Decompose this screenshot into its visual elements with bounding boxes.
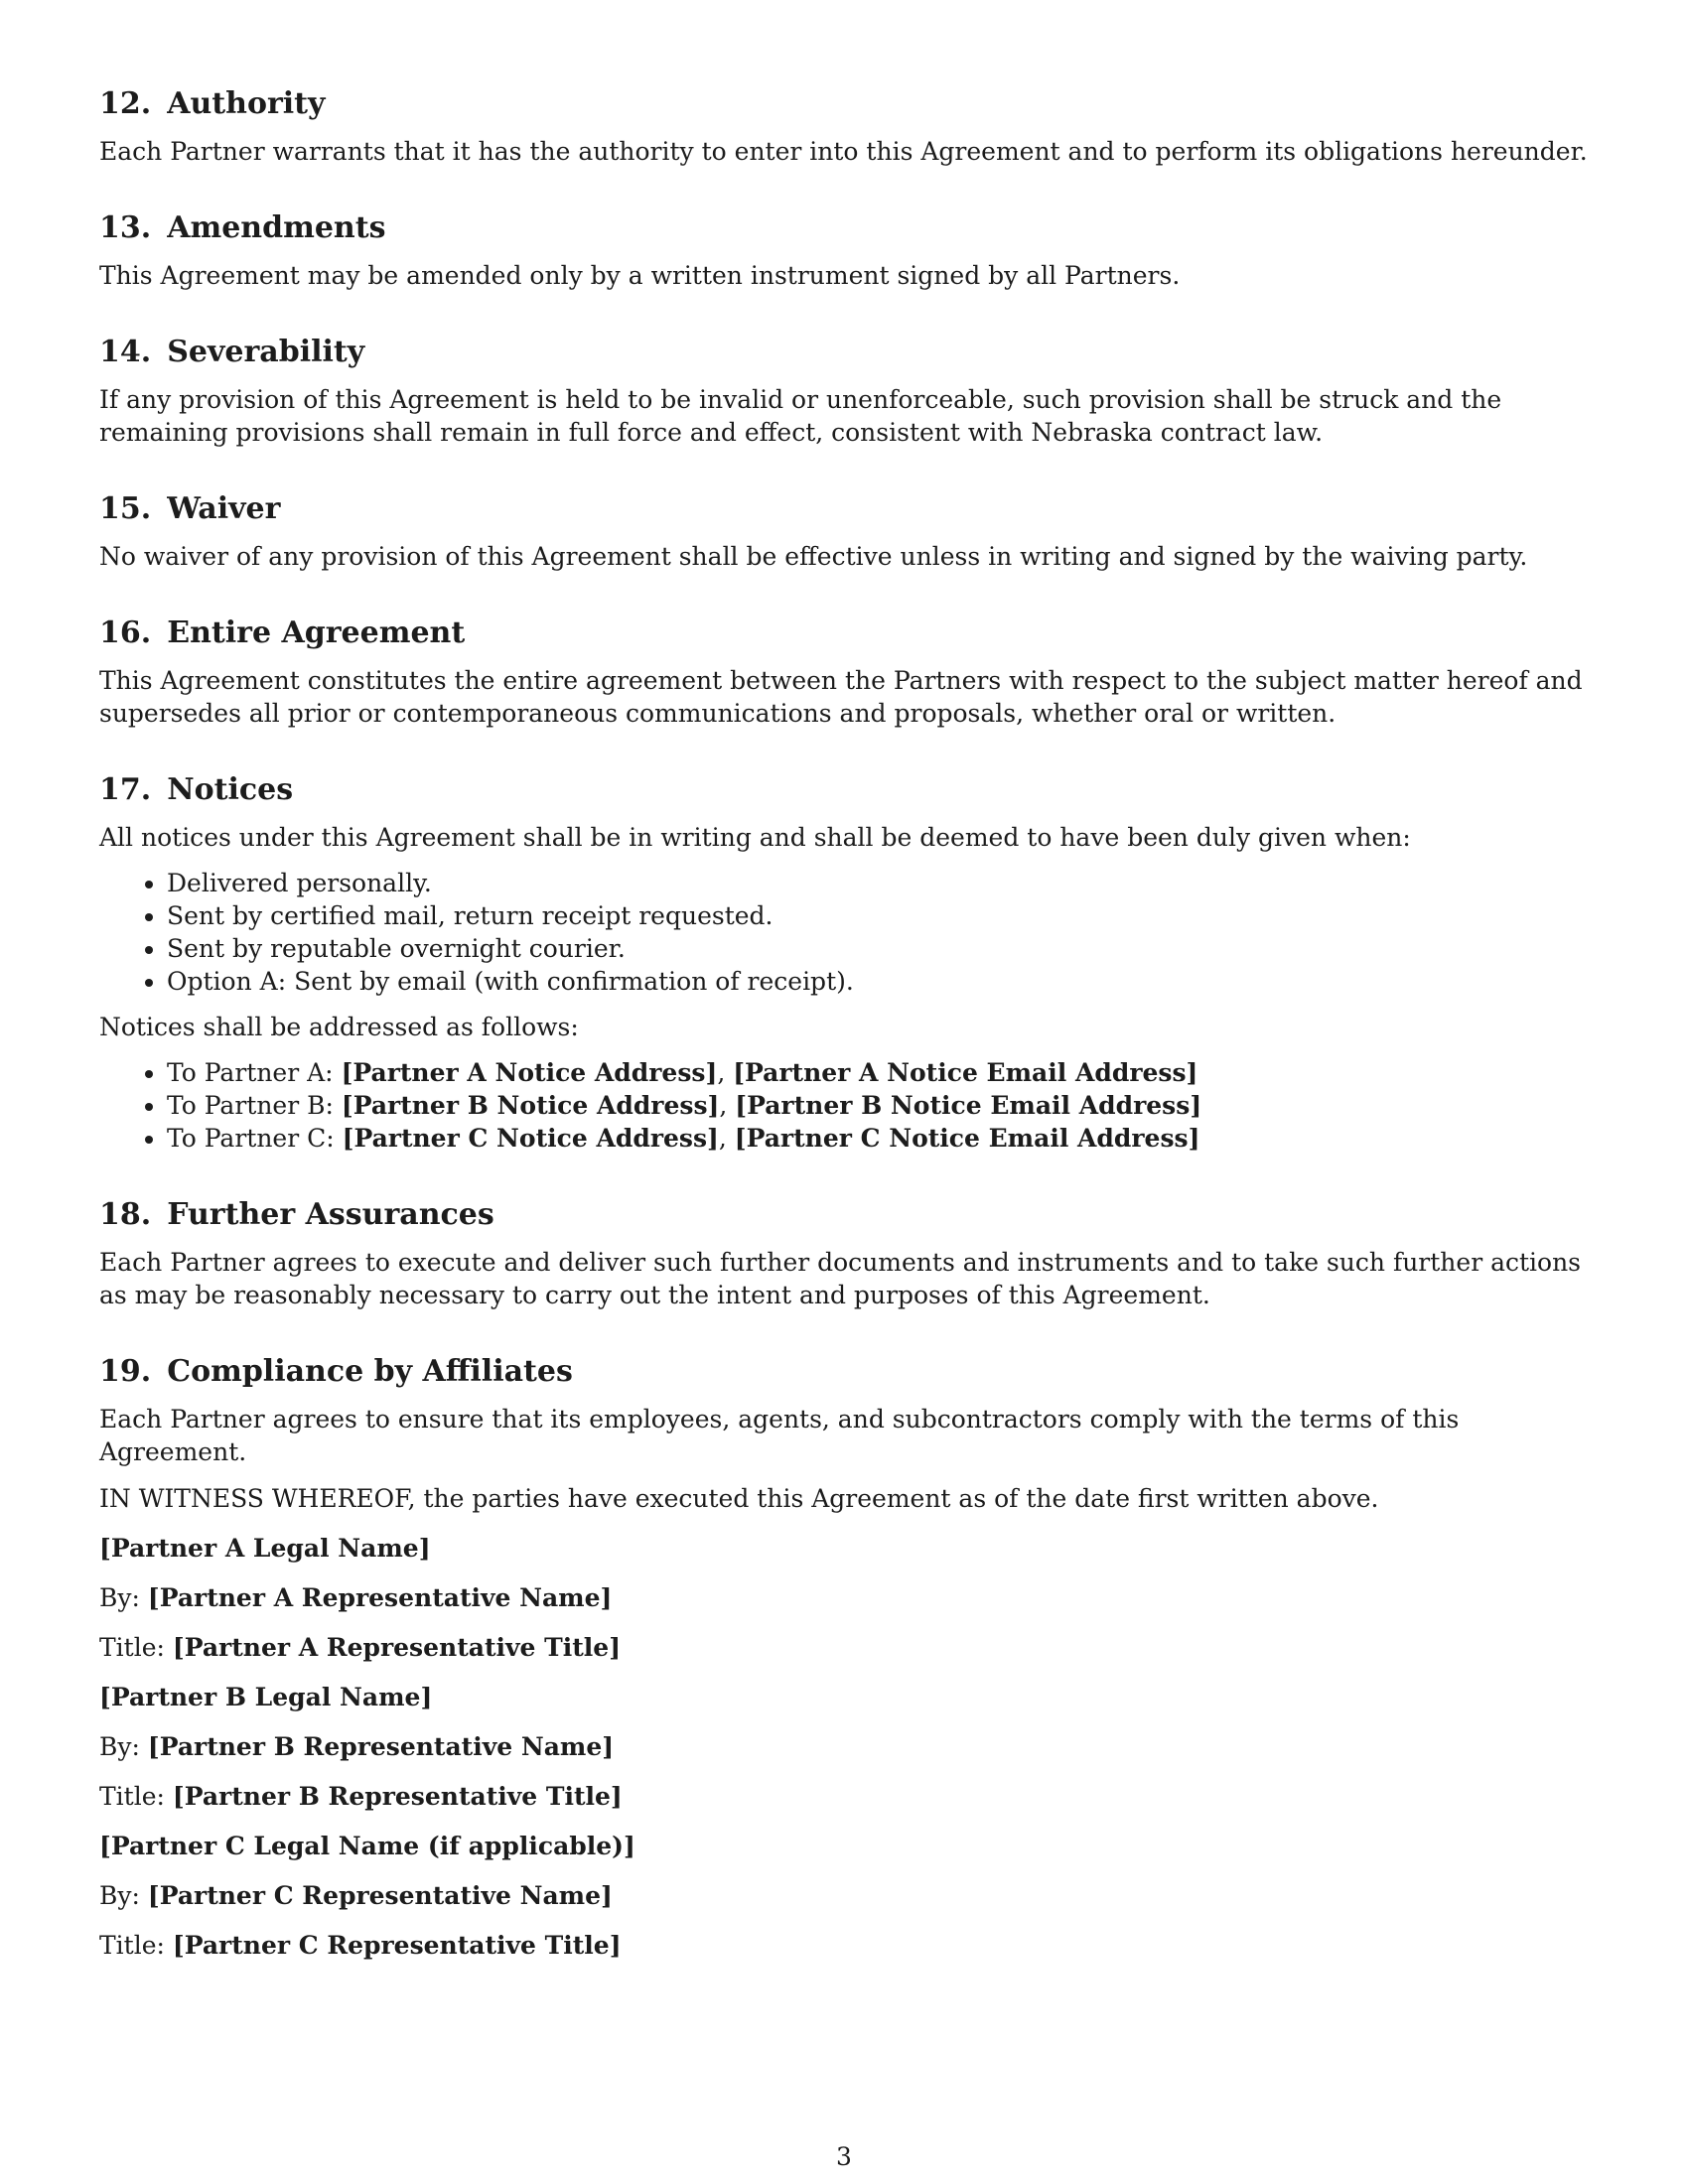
section-heading: 14. Severability [99, 335, 365, 369]
section-compliance-by-affiliates [99, 1353, 1589, 1962]
section-heading: 16. Entire Agreement [99, 615, 466, 650]
partner-a-by-line: By: [Partner A Representative Name] [99, 1583, 613, 1612]
section-amendments [99, 209, 1589, 292]
section-further-assurances [99, 1196, 1589, 1311]
section-heading: 12. Authority [99, 86, 326, 121]
section-severability [99, 334, 1589, 449]
section-body: This Agreement constitutes the entire agreement between the Partners with respect to the subject matter hereof and supersedes all prior or contemporaneous communications and proposals, whether oral or written. [99, 666, 1583, 728]
partner-c-by-line: By: [Partner C Representative Name] [99, 1881, 613, 1910]
placeholder-field: [Partner A Notice Address] [341, 1058, 718, 1087]
placeholder-field: [Partner C Notice Address] [342, 1124, 719, 1153]
section-body: Each Partner agrees to execute and deliver such further documents and instruments and to take such further actions as may be reasonably necessary to carry out the intent and purposes of this Agreement. [99, 1248, 1582, 1309]
placeholder-field: [Partner B Notice Email Address] [735, 1091, 1202, 1120]
section-body: No waiver of any provision of this Agreement shall be effective unless in writing and signed by the waiving party. [99, 542, 1528, 571]
partner-b-title-line: Title: [Partner B Representative Title] [99, 1782, 623, 1811]
list-item: • To Partner B: [Partner B Notice Address], [Partner B Notice Email Address] [167, 1089, 1589, 1122]
document-page [99, 85, 1589, 1962]
list-item: • To Partner A: [Partner A Notice Address], [Partner A Notice Email Address] [167, 1056, 1589, 1089]
partner-c-title-line: Title: [Partner C Representative Title] [99, 1931, 622, 1960]
list-item: • Option A: Sent by email (with confirmation of receipt). [167, 965, 1589, 998]
section-entire-agreement [99, 614, 1589, 730]
section-body: This Agreement may be amended only by a written instrument signed by all Partners. [99, 261, 1181, 290]
section-waiver [99, 490, 1589, 573]
partner-b-by-line: By: [Partner B Representative Name] [99, 1732, 615, 1761]
placeholder-field: [Partner A Notice Email Address] [733, 1058, 1198, 1087]
section-heading: 19. Compliance by Affiliates [99, 1354, 573, 1389]
notice-addresses-list [99, 1056, 1589, 1155]
section-body: Each Partner agrees to ensure that its employees, agents, and subcontractors comply with the terms of this Agreement. [99, 1405, 1460, 1466]
notices-intro: All notices under this Agreement shall be in writing and shall be deemed to have been duly given when: [99, 823, 1411, 852]
placeholder-field: [Partner C Notice Email Address] [734, 1124, 1200, 1153]
partner-a-legal-name: [Partner A Legal Name] [99, 1534, 431, 1563]
section-body: If any provision of this Agreement is held to be invalid or unenforceable, such provision shall be struck and the remaining provisions shall remain in full force and effect, consistent with Nebraska contract law. [99, 385, 1502, 447]
partner-a-title-line: Title: [Partner A Representative Title] [99, 1633, 622, 1662]
notices-address-intro: Notices shall be addressed as follows: [99, 1013, 579, 1041]
witness-clause: IN WITNESS WHEREOF, the parties have executed this Agreement as of the date first written above. [99, 1484, 1379, 1513]
list-item: • To Partner C: [Partner C Notice Address], [Partner C Notice Email Address] [167, 1122, 1589, 1155]
section-heading: 15. Waiver [99, 491, 281, 526]
section-notices [99, 771, 1589, 1155]
section-heading: 18. Further Assurances [99, 1197, 494, 1232]
section-body: Each Partner warrants that it has the authority to enter into this Agreement and to perform its obligations hereunder. [99, 137, 1588, 166]
notice-methods-list [99, 867, 1589, 998]
list-item: • Sent by reputable overnight courier. [167, 932, 1589, 965]
section-heading: 17. Notices [99, 772, 294, 807]
list-item: • Sent by certified mail, return receipt requested. [167, 899, 1589, 932]
list-item: • Delivered personally. [167, 867, 1589, 899]
placeholder-field: [Partner B Notice Address] [341, 1091, 720, 1120]
page-number: 3 [836, 2142, 852, 2171]
section-authority [99, 85, 1589, 168]
partner-b-legal-name: [Partner B Legal Name] [99, 1683, 433, 1711]
partner-c-legal-name: [Partner C Legal Name (if applicable)] [99, 1832, 635, 1860]
signature-block [99, 1482, 1589, 1962]
section-heading: 13. Amendments [99, 210, 386, 245]
